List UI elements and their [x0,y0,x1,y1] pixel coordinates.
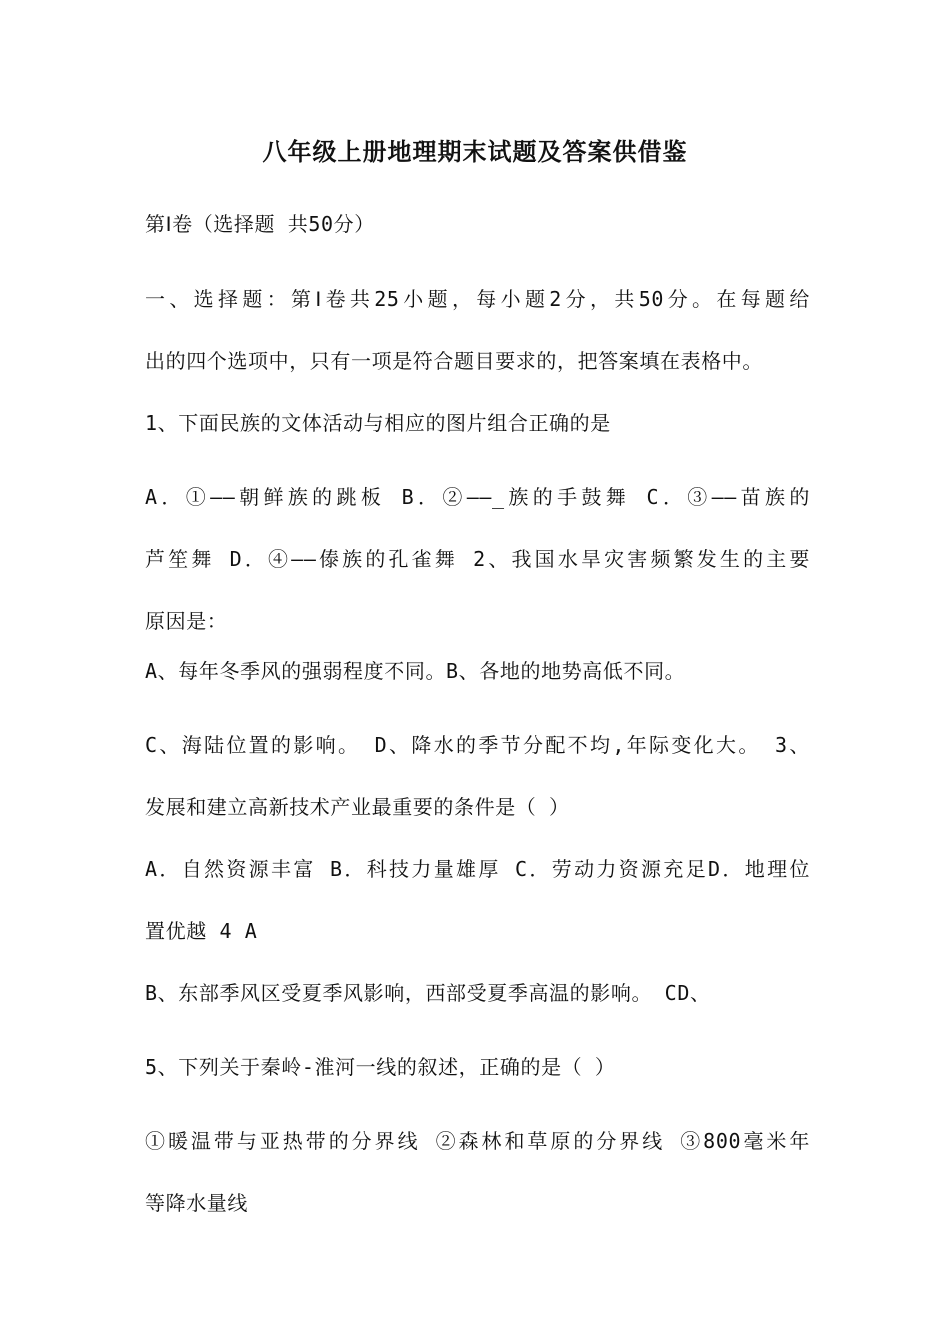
paragraph-instructions [145,268,810,392]
text-line: 出的四个选项中，只有一项是符合题目要求的，把答案填在表格中。 [145,349,763,373]
text-line: ①暖温带与亚热带的分界线 ②森林和草原的分界线 ③800毫米年 [145,1129,810,1153]
text-line: 置优越 4 A [145,919,258,943]
paragraph-section-header [145,193,810,255]
text-line: 等降水量线 [145,1191,248,1215]
text-line: 发展和建立高新技术产业最重要的条件是（ ） [145,795,570,819]
text-line: 芦笙舞 D．④——傣族的孔雀舞 2、我国水旱灾害频繁发生的主要 [145,547,810,571]
text-line: 第Ⅰ卷（选择题 共50分） [145,212,375,236]
text-line: 一、选择题：第Ⅰ卷共25小题，每小题2分，共50分。在每题给 [145,287,810,311]
text-line: 原因是： [145,609,228,633]
document-title: 八年级上册地理期末试题及答案供借鉴 [262,138,688,166]
paragraph-question-5 [145,1036,810,1098]
text-line: A．①——朝鲜族的跳板 B．②——_族的手鼓舞 C．③——苗族的 [145,485,810,509]
paragraph-options-4 [145,962,810,1024]
text-line: C、海陆位置的影响。 D、降水的季节分配不均,年际变化大。 3、 [145,733,810,757]
text-line: A、每年冬季风的强弱程度不同。B、各地的地势高低不同。 [145,659,686,683]
paragraph-options-5 [145,1110,810,1234]
paragraph-options-3 [145,838,810,962]
paragraph-question-1 [145,392,810,454]
text-line: A．自然资源丰富 B．科技力量雄厚 C．劳动力资源充足D．地理位 [145,857,810,881]
paragraph-options-2b-question-3 [145,714,810,838]
paragraph-options-1-2 [145,466,810,652]
text-line: B、东部季风区受夏季风影响，西部受夏季高温的影响。 CD、 [145,981,711,1005]
text-line: 5、下列关于秦岭-淮河一线的叙述，正确的是（ ） [145,1055,616,1079]
paragraph-options-2a [145,640,810,702]
text-line: 1、下面民族的文体活动与相应的图片组合正确的是 [145,411,611,435]
